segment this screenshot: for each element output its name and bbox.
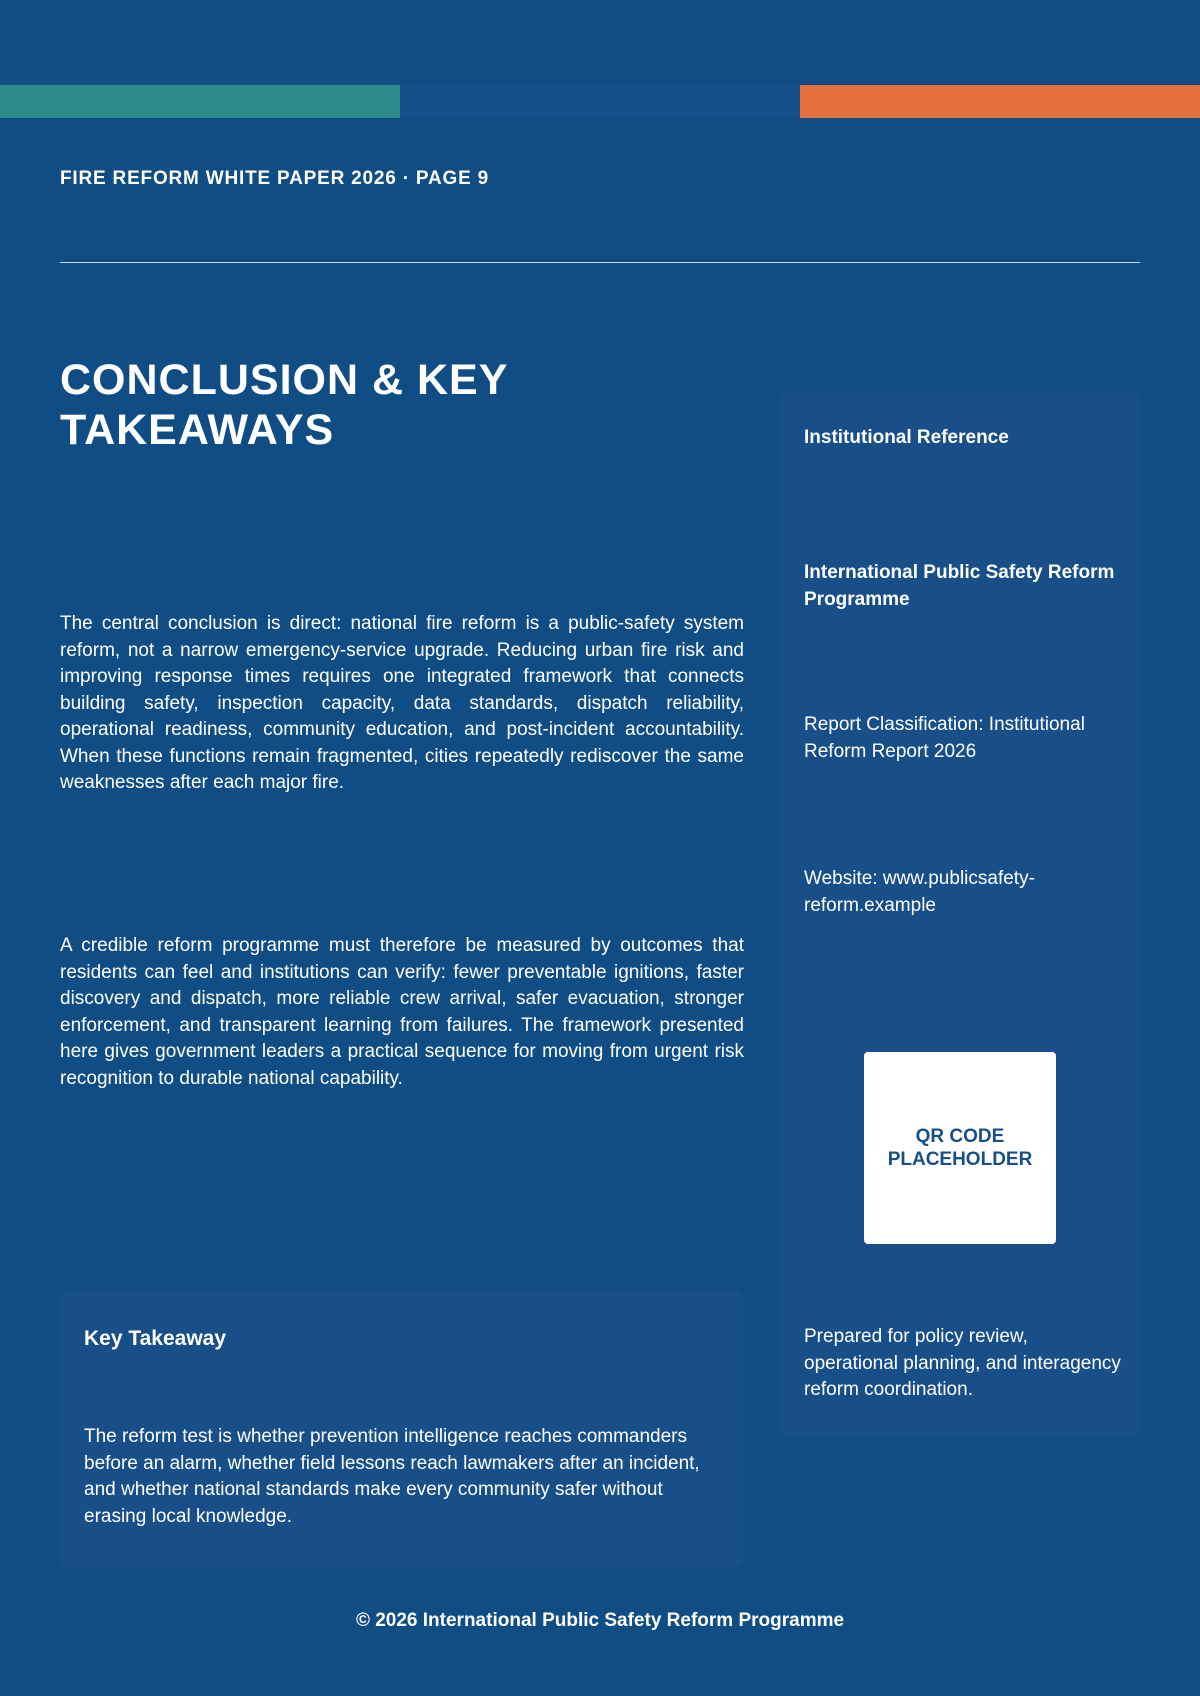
- band-segment-orange: [800, 85, 1200, 118]
- band-segment-blue: [400, 85, 800, 118]
- key-takeaway-text: The reform test is whether prevention intelligence reaches commanders before an alarm, whether field lessons reach lawmakers after an incident, and whether national standards make every community safer without erasing local knowledge.: [84, 1426, 700, 1527]
- body-paragraph-2: A credible reform programme must therefore be measured by outcomes that residents can feel and institutions can verify: fewer preventable ignitions, faster discovery and dispatch, more reliable crew arrival, safer evacuation, stronger enforcement, and transparent learning from failures. The framework presented here gives government leaders a practical sequence for moving from urgent risk recognition to durable national capability.: [60, 935, 744, 1089]
- organization-name: International Public Safety Reform Programme: [804, 562, 1115, 610]
- qr-code-placeholder: [864, 1052, 1056, 1244]
- header-divider: [60, 262, 1140, 263]
- header-color-band: [0, 85, 1200, 118]
- website-reference: Website: www.publicsafety-reform.example: [804, 868, 1035, 916]
- report-classification: Report Classification: Institutional Reform Report 2026: [804, 714, 1085, 762]
- band-segment-teal: [0, 85, 400, 118]
- reference-heading: Institutional Reference: [804, 427, 1009, 448]
- key-takeaway-box: [60, 1290, 744, 1568]
- page-title: CONCLUSION & KEY TAKEAWAYS: [60, 356, 508, 454]
- footer-copyright: © 2026 International Public Safety Reform Programme: [355, 1610, 845, 1631]
- institutional-reference-card: [780, 392, 1140, 1437]
- qr-code-label: QR CODE PLACEHOLDER: [887, 1126, 1033, 1170]
- body-paragraph-1: The central conclusion is direct: national fire reform is a public-safety system reform, not a narrow emergency-service upgrade. Reducing urban fire risk and improving response times requires one integrated framework that connects building safety, inspection capacity, data standards, dispatch reliability, operational readiness, community education, and post-incident accountability. When these functions remain fragmented, cities repeatedly rediscover the same weaknesses after each major fire.: [60, 613, 744, 793]
- running-head: FIRE REFORM WHITE PAPER 2026 · PAGE 9: [60, 168, 490, 189]
- prepared-for-note: Prepared for policy review, operational planning, and interagency reform coordination.: [804, 1326, 1121, 1400]
- key-takeaway-heading: Key Takeaway: [84, 1327, 227, 1350]
